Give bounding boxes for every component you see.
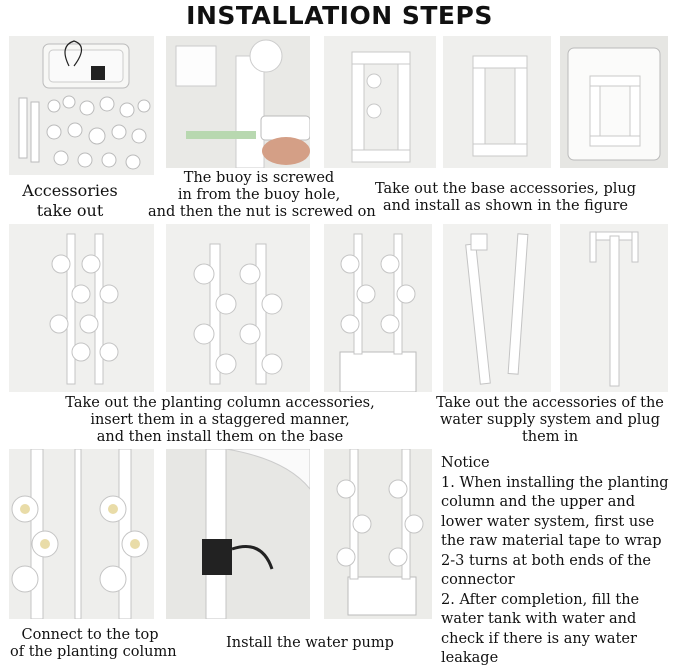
caption-buoy: [148, 170, 376, 221]
page-title: INSTALLATION STEPS: [186, 1, 493, 30]
caption-line: take out: [36, 201, 104, 220]
caption-line: them in: [521, 429, 579, 445]
caption-line: Accessories: [22, 181, 118, 200]
caption-connect: [10, 627, 177, 661]
photo-water-pipe-assembled: [560, 224, 668, 392]
caption-water-supply: [430, 395, 670, 446]
photo-base-in-tank: [560, 36, 668, 168]
caption-pump: [210, 635, 410, 652]
notice-line: leakage: [441, 650, 499, 666]
photo-base-frame: [324, 36, 436, 168]
caption-line: in from the buoy hole,: [177, 187, 341, 203]
caption-line: and then the nut is screwed on: [148, 204, 376, 220]
photo-column-staggered: [166, 224, 310, 392]
caption-line: of the planting column: [10, 644, 177, 660]
caption-line: insert them in a staggered manner,: [90, 412, 350, 428]
photo-water-pipes: [443, 224, 551, 392]
photo-column-parts: [9, 224, 154, 392]
caption-base: [368, 181, 643, 215]
caption-line: Connect to the top: [21, 627, 159, 643]
caption-accessories: [10, 181, 130, 221]
notice-block: [441, 454, 677, 668]
notice-heading: Notice: [441, 455, 490, 471]
notice-line: 2. After completion, fill the: [441, 591, 640, 608]
photo-connect-top: [9, 449, 154, 619]
photo-water-pump: [166, 449, 310, 619]
notice-line: check if there is any water: [441, 630, 637, 647]
notice-line: water tank with water and: [441, 611, 637, 627]
notice-line: column and the upper and: [441, 494, 636, 510]
notice-line: the raw material tape to wrap: [441, 533, 662, 549]
photo-column-on-base: [324, 224, 432, 392]
caption-line: The buoy is screwed: [183, 170, 335, 186]
notice-line: 2-3 turns at both ends of the: [441, 552, 652, 569]
caption-line: Install the water pump: [226, 635, 394, 651]
caption-line: Take out the base accessories, plug: [374, 181, 636, 197]
photo-base-u-frame: [443, 36, 551, 168]
notice-line: lower water system, first use: [441, 513, 655, 530]
photo-buoy: [166, 36, 310, 168]
caption-line: and install as shown in the figure: [383, 198, 628, 214]
caption-line: Take out the planting column accessories,: [65, 395, 375, 411]
photo-finished-tower: [324, 449, 432, 619]
caption-column: [50, 395, 390, 446]
notice-line: connector: [441, 572, 515, 588]
caption-line: and then install them on the base: [96, 429, 344, 445]
notice-line: 1. When installing the planting: [441, 474, 669, 491]
caption-line: Take out the accessories of the: [436, 395, 664, 411]
caption-line: water supply system and plug: [439, 412, 661, 428]
photo-accessories: [9, 36, 154, 175]
